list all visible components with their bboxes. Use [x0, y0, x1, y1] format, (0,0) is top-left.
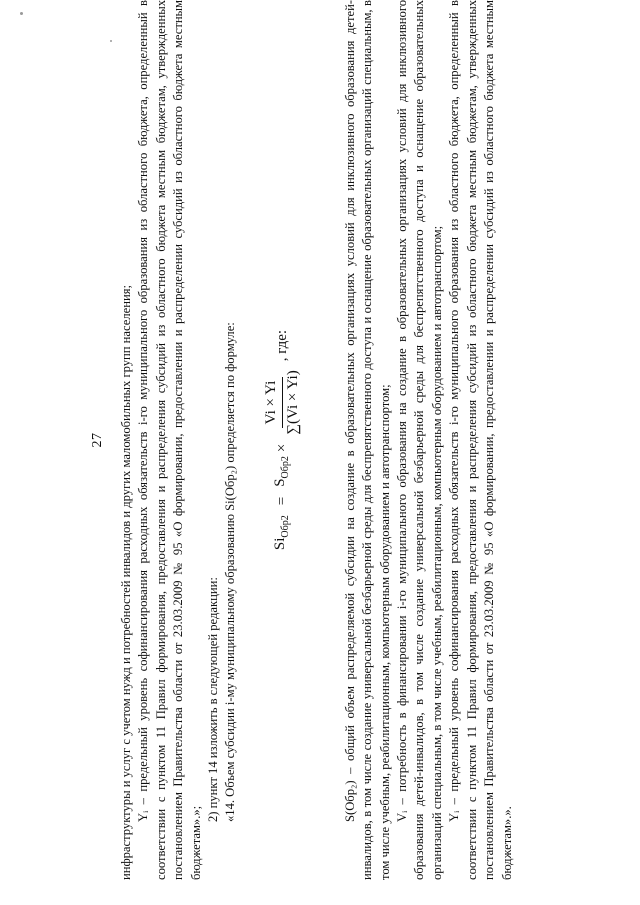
subsidy-formula: [240, 0, 326, 880]
paragraph-yi-definition: Yᵢ – предельный уровень софинансирования расходных обязательств i-го муниципального образования из областного бюджета, определенный в соответствии с пунктом 11 Правил формирования, предоставления и распределения субсидий из областного бюджета местным бюджетам, утвержденных постановлением Правительства области от 23.03.2009 № 95 «О формировании, предоставлении и распределении субсидий из областного бюджета местным бюджетам».»;: [136, 0, 203, 880]
formula-denominator: ∑(Vi × Yi): [285, 370, 302, 435]
scan-speck: [110, 40, 112, 42]
paragraph-item-2: 2) пункт 14 изложить в следующей редакции:: [206, 577, 221, 822]
paragraph-vi-definition: Vᵢ – потребность в финансировании i-го муниципального образования на создание в образовательных организациях условий для инклюзивного образования детей-инвалидов, в том числе создание универсальной безбарьерной среды для беспрепятственного доступа и оснащение образовательных организаций специальным, в том числе учебным, реабилитационным, компьютерным оборудованием и автотранспортом;: [395, 0, 444, 880]
formula-lhs: $Si_{Обр2}$: [271, 515, 291, 551]
paragraph-s-definition: S(Обр₂) – общий объем распределяемой субсидии на создание в образовательных организациях условий для инклюзивного образования детей-инвалидов, в том числе создание универсальной безбарьерной среды для беспрепятственного доступа и оснащение образовательных организаций специальным, в том числе учебным, реабилитационным, компьютерным оборудованием и автотранспортом;: [342, 0, 392, 880]
document-page: [92, 0, 548, 880]
scan-speck: [20, 12, 23, 15]
formula-equals: =: [274, 496, 291, 506]
formula-numerator: Vi × Yi: [263, 377, 283, 429]
paragraph-infrastructure: инфраструктуры и услуг с учетом нужд и потребностей инвалидов и других маломобильных групп населения;: [119, 285, 133, 880]
paragraph-yi-definition-2: Yᵢ – предельный уровень софинансирования расходных обязательств i-го муниципального образования из областного бюджета, определенный в соответствии с пунктом 11 Правил формирования, предоставления и распределения субсидий из областного бюджета местным бюджетам, утвержденных постановлением Правительства области от 23.03.2009 № 95 «О формировании, предоставлении и распределении субсидий из областного бюджета местным бюджетам».».: [447, 0, 514, 880]
document-body: [118, 0, 516, 880]
formula-total: $S_{Обр2}$: [271, 456, 291, 487]
formula-suffix: , где:: [274, 329, 291, 362]
page-number: 27: [90, 432, 105, 448]
paragraph-item-14: «14. Объем субсидии i-му муниципальному образованию Si(Обр₂) определяется по формуле:: [223, 322, 238, 822]
formula-times: ×: [274, 443, 291, 453]
formula-fraction: [263, 366, 303, 438]
